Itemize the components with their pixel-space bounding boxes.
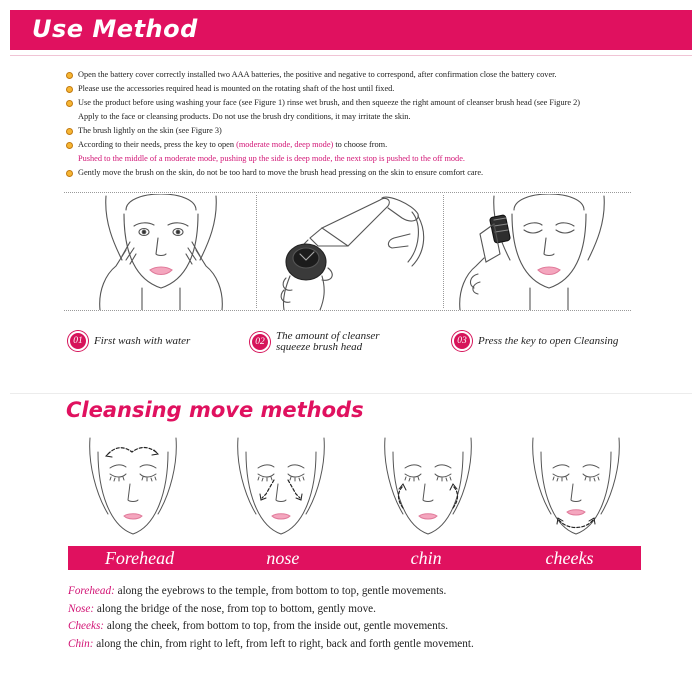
panel-divider (443, 195, 444, 308)
description-line: Cheeks: along the cheek, from bottom to top, from the inside out, gentle movements. (68, 620, 448, 632)
step-caption (452, 331, 618, 351)
description-line: Chin: along the chin, from right to left, from left to right, back and forth gentle movement. (68, 637, 474, 650)
area-label: cheeks (545, 548, 594, 568)
area-label: chin (410, 548, 442, 568)
header-banner (10, 10, 692, 50)
step-number-badge: 03 (452, 331, 472, 351)
instruction-item: According to their needs, press the key to open (moderate mode, deep mode) to choose from. Pushed to the middle of a moderate mode, pushing up the side is deep mode, the next stop is pushed to the off mode. (66, 138, 666, 166)
instruction-item: Gently move the brush on the skin, do not be too hard to move the brush head pressing on the skin to ensure comfort care. (66, 166, 666, 180)
cheeks-face-diagram (511, 434, 641, 547)
bullet-icon (66, 142, 73, 149)
bullet-icon (66, 72, 73, 79)
instruction-item: Please use the accessories required head is mounted on the rotating shaft of the host until fixed. (66, 82, 666, 96)
brush-on-face-illustration (450, 194, 630, 310)
header-divider (10, 55, 692, 56)
bullet-icon (66, 100, 73, 107)
section-divider (10, 393, 692, 394)
description-line: Nose: along the bridge of the nose, from top to bottom, gently move. (68, 602, 376, 615)
step-number-badge: 02 (250, 332, 270, 352)
bullet-icon (66, 128, 73, 135)
instruction-list (66, 68, 666, 180)
area-label-bar (68, 546, 641, 570)
bullet-icon (66, 170, 73, 177)
step-label: First wash with water (94, 335, 191, 347)
wash-face-illustration (70, 194, 252, 310)
instruction-item: The brush lightly on the skin (see Figure 3) (66, 124, 666, 138)
cleanser-brush-illustration (262, 194, 440, 310)
movement-descriptions (68, 583, 474, 653)
step-caption (68, 331, 190, 351)
nose-face-diagram (216, 434, 346, 547)
step-label: The amount of cleanser (276, 330, 380, 342)
area-label: Forehead (104, 548, 175, 568)
step-label: squeeze brush head (276, 341, 363, 353)
area-label: nose (266, 548, 300, 568)
bullet-icon (66, 86, 73, 93)
page-title: Use Method (32, 15, 198, 43)
chin-face-diagram (363, 434, 493, 547)
face-diagram-row (68, 434, 641, 547)
step-caption (250, 331, 380, 353)
step-number-badge: 01 (68, 331, 88, 351)
instruction-item: Use the product before using washing your face (see Figure 1) rinse wet brush, and then squeeze the right amount of cleanser brush head (see Figure 2) Apply to the face or cleansing products. Do not use the brush dry conditions, it may irritate the skin. (66, 96, 666, 124)
step-label: Press the key to open Cleansing (478, 335, 619, 347)
panel-divider (256, 195, 257, 308)
section-title: Cleansing move methods (66, 398, 364, 422)
instruction-item: Open the battery cover correctly installed two AAA batteries, the positive and negative to correspond, after confirmation close the battery cover. (66, 68, 666, 82)
description-line: Forehead: along the eyebrows to the temple, from bottom to top, gentle movements. (68, 585, 447, 597)
forehead-face-diagram (68, 434, 198, 547)
